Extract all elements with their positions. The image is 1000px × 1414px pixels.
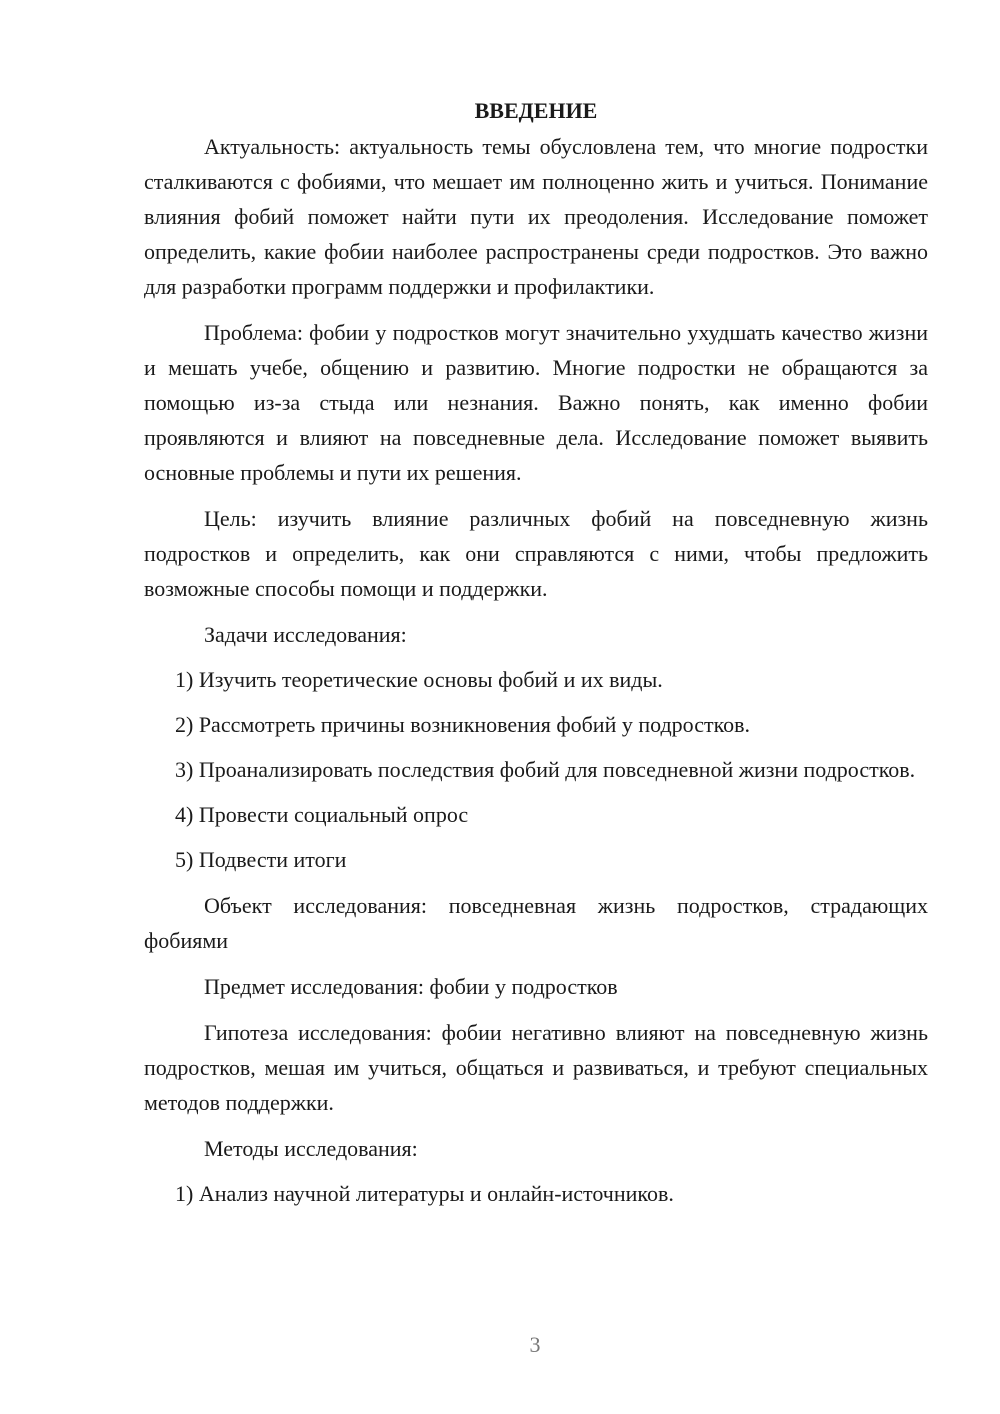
task-item-2: 2) Рассмотреть причины возникновения фобий у подростков. [175, 712, 751, 737]
tasks-heading: Задачи исследования: [204, 622, 407, 647]
problem-paragraph: Проблема: фобии у подростков могут значительно ухудшать качество жизни и мешать учебе, общению и развитию. Многие подростки не обращаются за помощью из-за стыда или незнания. Важно понять, как именно фобии проявляются и влияют на повседневные дела. Исследование поможет выявить основные проблемы и пути их решения. [144, 320, 928, 485]
methods-heading: Методы исследования: [204, 1136, 418, 1161]
task-item-3: 3) Проанализировать последствия фобий для повседневной жизни подростков. [175, 757, 916, 782]
task-item-1: 1) Изучить теоретические основы фобий и их виды. [175, 667, 663, 692]
hypothesis-paragraph: Гипотеза исследования: фобии негативно влияют на повседневную жизнь подростков, мешая им учиться, общаться и развиваться, и требуют специальных методов поддержки. [144, 1020, 928, 1115]
object-paragraph: Объект исследования: повседневная жизнь подростков, страдающих фобиями [144, 893, 928, 953]
task-item-5: 5) Подвести итоги [175, 847, 347, 872]
method-item-1: 1) Анализ научной литературы и онлайн-источников. [175, 1181, 674, 1206]
task-item-4: 4) Провести социальный опрос [175, 802, 469, 827]
page-title: ВВЕДЕНИЕ [474, 98, 598, 123]
relevance-paragraph: Актуальность: актуальность темы обусловлена тем, что многие подростки сталкиваются с фобиями, что мешает им полноценно жить и учиться. Понимание влияния фобий поможет найти пути их преодоления. Исследование поможет определить, какие фобии наиболее распространены среди подростков. Это важно для разработки программ поддержки и профилактики. [144, 134, 928, 299]
page-content [144, 93, 928, 1211]
subject-paragraph: Предмет исследования: фобии у подростков [204, 974, 618, 999]
page-number: 3 [529, 1332, 541, 1357]
goal-paragraph: Цель: изучить влияние различных фобий на повседневную жизнь подростков и определить, как они справляются с ними, чтобы предложить возможные способы помощи и поддержки. [144, 506, 928, 601]
